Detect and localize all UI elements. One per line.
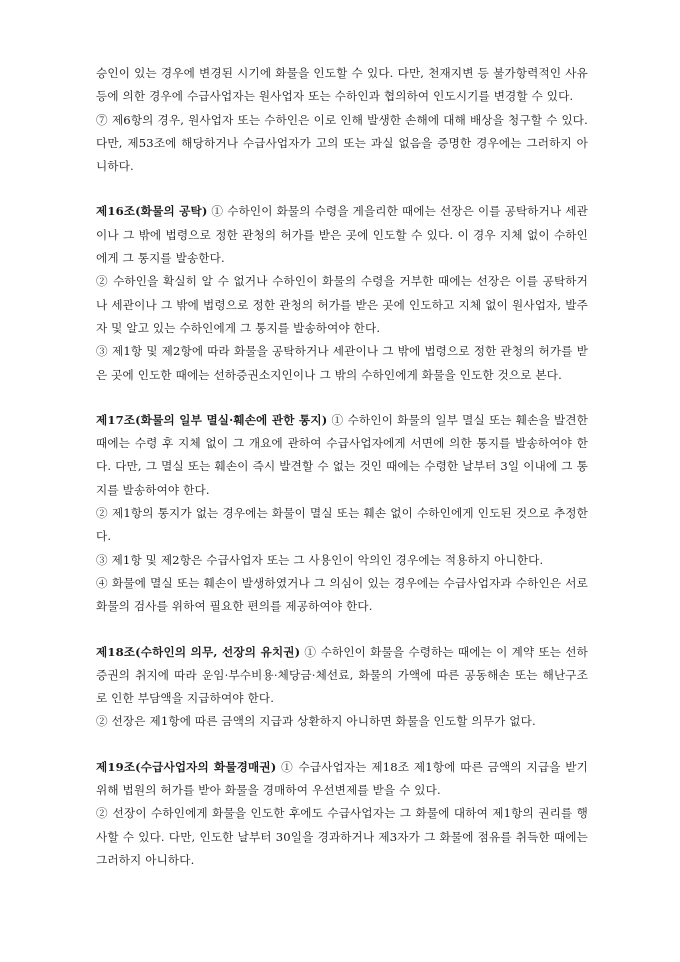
- article-title: 제17조(화물의 일부 멸실·훼손에 관한 통지): [96, 412, 328, 427]
- article-text: ① 수하인이 화물을 수령하는 때에는 이 계약 또는 선하증권의 취지에 따라 운임·부수비용·체당금·체선료, 화물의 가액에 따른 공동해손 또는 해난구조로 인한 부담액을 지급하여야 한다.: [96, 644, 588, 706]
- article-paragraph: ② 선장이 수하인에게 화물을 인도한 후에도 수급사업자는 그 화물에 대하여 제1항의 권리를 행사할 수 있다. 다만, 인도한 날부터 30일을 경과하거나 제3자가 그 화물에 점유를 취득한 때에는 그러하지 아니하다.: [96, 806, 588, 867]
- section-gap: [96, 734, 588, 756]
- article-paragraph: ② 제1항의 통지가 없는 경우에는 화물이 멸실 또는 훼손 없이 수하인에게 인도된 것으로 추정한다.: [96, 506, 588, 544]
- article-17: [96, 409, 588, 619]
- lead-paragraph: ⑦ 제6항의 경우, 원사업자 또는 수하인은 이로 인해 발생한 손해에 대해 배상을 청구할 수 있다. 다만, 제53조에 해당하거나 수급사업자가 고의 또는 과실 없음을 증명한 경우에는 그러하지 아니하다.: [96, 112, 588, 174]
- article-paragraph: ② 선장은 제1항에 따른 금액의 지급과 상환하지 아니하면 화물을 인도할 의무가 없다.: [96, 714, 536, 729]
- section-gap: [96, 178, 588, 200]
- article-19: [96, 756, 588, 872]
- article-text: ① 수하인이 화물의 일부 멸실 또는 훼손을 발견한 때에는 수령 후 지체 없이 그 개요에 관하여 수급사업자에게 서면에 의한 통지를 발송하여야 한다. 다만, 그 멸실 또는 훼손이 즉시 발견할 수 없는 것인 때에는 수령한 날부터 3일 이내에 그 통지를 발송하여야 한다.: [96, 412, 588, 497]
- article-paragraph: ③ 제1항 및 제2항은 수급사업자 또는 그 사용인이 악의인 경우에는 적용하지 아니한다.: [96, 552, 544, 567]
- article-title: 제18조(수하인의 의무, 선장의 유치권): [96, 644, 301, 659]
- article-title: 제16조(화물의 공탁): [96, 204, 208, 219]
- article-text: ① 수급사업자는 제18조 제1항에 따른 금액의 지급을 받기 위해 법원의 허가를 받아 화물을 경매하여 우선변제를 받을 수 있다.: [96, 759, 588, 798]
- article-18: [96, 641, 588, 734]
- article-first-paragraph: [96, 641, 588, 711]
- lead-paragraph: 승인이 있는 경우에 변경된 시기에 화물을 인도할 수 있다. 다만, 천재지변 등 불가항력적인 사유 등에 의한 경우에 수급사업자는 원사업자 또는 수하인과 협의하여 인도시기를 변경할 수 있다.: [96, 66, 588, 104]
- section-gap: [96, 619, 588, 641]
- article-paragraph: ③ 제1항 및 제2항에 따라 화물을 공탁하거나 세관이나 그 밖에 법령으로 정한 관청의 허가를 받은 곳에 인도한 때에는 선하증권소지인이나 그 밖의 수하인에게 화물을 인도한 것으로 본다.: [96, 344, 588, 382]
- article-paragraph: ④ 화물에 멸실 또는 훼손이 발생하였거나 그 의심이 있는 경우에는 수급사업자과 수하인은 서로 화물의 검사를 위하여 필요한 편의를 제공하여야 한다.: [96, 575, 588, 614]
- article-text: ① 수하인이 화물의 수령을 게을리한 때에는 선장은 이를 공탁하거나 세관이나 그 밖에 법령으로 정한 관청의 허가를 받은 곳에 인도할 수 있다. 이 경우 지체 없이 수하인에게 그 통지를 발송한다.: [96, 204, 588, 266]
- article-first-paragraph: [96, 409, 588, 502]
- article-first-paragraph: [96, 200, 588, 270]
- article-first-paragraph: [96, 756, 588, 803]
- article-16: [96, 200, 588, 386]
- section-gap: [96, 387, 588, 409]
- article-title: 제19조(수급사업자의 화물경매권): [96, 759, 277, 774]
- article-paragraph: ② 수하인을 확실히 알 수 없거나 수하인이 화물의 수령을 거부한 때에는 선장은 이를 공탁하거나 세관이나 그 밖에 법령으로 정한 관청의 허가를 받은 곳에 인도하고 지체 없이 원사업자, 발주자 및 알고 있는 수하인에게 그 통지를 발송하여야 한다.: [96, 274, 588, 335]
